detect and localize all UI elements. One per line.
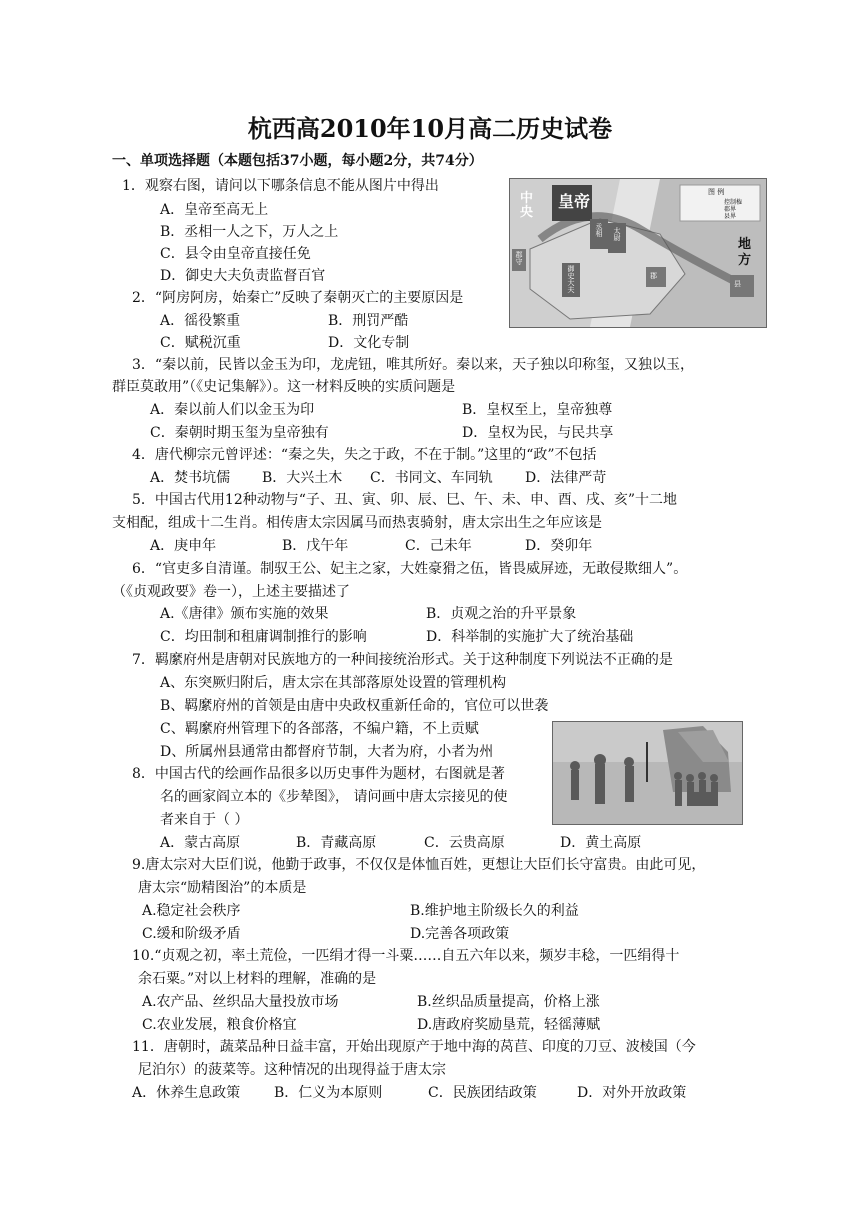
q7-option-b: B、羁縻府州的首领是由唐中央政权重新任命的，官位可以世袭 [160,698,549,714]
bunian-tu-painting [552,721,743,825]
diagram-label-chancellor: 丞相 [595,223,603,237]
diagram-label-yang: 央 [520,205,534,220]
diagram-legend-2: 郡界 [724,206,737,213]
q6-option-b: B．贞观之治的升平景象 [426,606,577,622]
q6-option-c: C．均田制和租庸调制推行的影响 [160,629,367,645]
q4-option-b: B．大兴土木 [262,470,343,486]
q10-option-d: D.唐政府奖励垦荒，轻徭薄赋 [417,1017,601,1033]
painting-svg [553,722,742,824]
q10-option-c: C.农业发展，粮食价格宜 [142,1017,297,1033]
q4-stem: 4．唐代柳宗元曾评述：“秦之失，失之于政，不在于制。”这里的“政”不包括 [132,447,597,463]
q8-stem-line1: 8．中国古代的绘画作品很多以历史事件为题材，右图就是著 [132,766,505,782]
q2-option-a: A．徭役繁重 [160,313,241,329]
diagram-label-emperor: 皇帝 [558,192,591,211]
q2-option-c: C．赋税沉重 [160,335,241,351]
q1-stem: 1．观察右图，请问以下哪条信息不能从图片中得出 [122,178,439,194]
q8-option-b: B．青藏高原 [296,835,377,851]
q8-stem-line3: 者来自于（ ） [160,812,249,828]
q8-option-c: C．云贵高原 [424,835,505,851]
q11-option-d: D．对外开放政策 [577,1085,687,1101]
q3-stem-line2: 群臣莫敢用”（《史记集解》）。这一材料反映的实质问题是 [112,379,456,395]
q6-option-d: D．科举制的实施扩大了统治基础 [426,629,634,645]
qin-government-diagram [509,178,767,328]
q10-option-b: B.丝织品质量提高，价格上涨 [417,994,600,1010]
diagram-label-censor: 御史大夫 [567,265,575,293]
q5-option-d: D．癸卯年 [525,538,593,554]
q7-option-a: A、东突厥归附后，唐太宗在其部落原处设置的管理机构 [160,675,507,691]
diagram-legend-title: 图 例 [708,188,725,196]
q9-option-c: C.缓和阶级矛盾 [142,926,241,942]
q3-option-c: C．秦朝时期玉玺为皇帝独有 [150,425,329,441]
q1-option-c: C．县令由皇帝直接任免 [160,246,311,262]
q11-option-a: A．休养生息政策 [132,1085,241,1101]
q5-option-a: A．庚申年 [150,538,217,554]
q5-option-b: B．戊午年 [282,538,349,554]
q2-stem: 2．“阿房阿房，始秦亡”反映了秦朝灭亡的主要原因是 [132,290,464,306]
q3-stem-line1: 3．“秦以前，民皆以金玉为印，龙虎钮，唯其所好。秦以来，天子独以印称玺，又独以玉， [132,357,695,373]
q9-option-d: D.完善各项政策 [410,926,510,942]
q11-stem-line1: 11．唐朝时，蔬菜品种日益丰富，开始出现原产于地中海的莴苣、印度的刀豆、波棱国（今 [132,1039,696,1055]
q2-option-b: B．刑罚严酷 [328,313,409,329]
q2-option-d: D．文化专制 [328,335,410,351]
q6-option-a: A.《唐律》颁布实施的效果 [160,606,329,622]
page-title: 杭西高2010年10月高二历史试卷 [247,114,613,143]
q9-option-a: A.稳定社会秩序 [142,903,241,919]
q4-option-a: A．焚书坑儒 [150,470,231,486]
q9-stem-line2: 唐太宗“励精图治”的本质是 [138,880,307,896]
q11-stem-line2: 尼泊尔）的菠菜等。这种情况的出现得益于唐太宗 [138,1062,446,1078]
diagram-legend-3: 县界 [724,213,737,220]
q5-stem-line2: 支相配，组成十二生肖。相传唐太宗因属马而热衷骑射，唐太宗出生之年应该是 [112,515,602,531]
q1-option-b: B．丞相一人之下，万人之上 [160,224,339,240]
diagram-label-governor-left: 郡守 [515,251,523,265]
q11-option-b: B．仁义为本原则 [274,1085,383,1101]
q5-option-c: C．己未年 [405,538,472,554]
q10-stem-line2: 余石粟。”对以上材料的理解，准确的是 [138,971,377,987]
q3-option-a: A．秦以前人们以金玉为印 [150,402,315,418]
q7-option-c: C、羁縻府州管理下的各部落，不编户籍，不上贡赋 [160,721,479,737]
q6-stem-line2: （《贞观政要》卷一），上述主要描述了 [112,584,350,600]
q10-option-a: A.农产品、丝织品大量投放市场 [142,994,339,1010]
diagram-label-di: 地 [738,237,752,252]
q7-option-d: D、所属州县通常由都督府节制，大者为府，小者为州 [160,744,494,760]
diagram-label-jun: 郡 [650,272,657,280]
diagram-label-zhong: 中 [520,191,534,206]
q8-option-a: A．蒙古高原 [160,835,241,851]
q4-option-c: C．书同文、车同轨 [370,470,493,486]
q5-stem-line1: 5．中国古代用12种动物与“子、丑、寅、卯、辰、巳、午、未、申、酉、戌、亥”十二地 [132,492,678,508]
section-heading: 一、单项选择题（本题包括37小题，每小题2分，共74分） [112,153,483,169]
diagram-legend-1: 控制権 [724,199,743,206]
q1-option-a: A．皇帝至高无上 [160,202,269,218]
q10-stem-line1: 10.“贞观之初，率土荒俭，一匹绢才得一斗粟……自五六年以来，频岁丰稔，一匹绢得十 [132,948,680,964]
q11-option-c: C．民族团结政策 [428,1085,537,1101]
q3-option-d: D．皇权为民，与民共享 [462,425,614,441]
diagram-label-commander: 太尉 [613,227,621,241]
diagram-label-xian: 县 [734,280,741,288]
q3-option-b: B．皇权至上，皇帝独尊 [462,402,613,418]
diagram-label-fang: 方 [738,253,752,268]
q8-stem-line2: 名的画家阎立本的《步辇图》， 请问画中唐太宗接见的使 [160,789,508,805]
q9-option-b: B.维护地主阶级长久的利益 [410,903,579,919]
q4-option-d: D．法律严苛 [525,470,607,486]
q6-stem-line1: 6．“官吏多自清谨。制驭王公、妃主之家，大姓豪猾之伍，皆畏威屏迹，无敢侵欺细人”。 [132,561,688,577]
q9-stem-line1: 9.唐太宗对大臣们说，他勤于政事，不仅仅是体恤百姓，更想让大臣们长守富贵。由此可见， [132,857,706,873]
q7-stem: 7．羁縻府州是唐朝对民族地方的一种间接统治形式。关于这种制度下列说法不正确的是 [132,652,673,668]
q1-option-d: D．御史大夫负责监督百官 [160,268,326,284]
q8-option-d: D．黄土高原 [560,835,642,851]
